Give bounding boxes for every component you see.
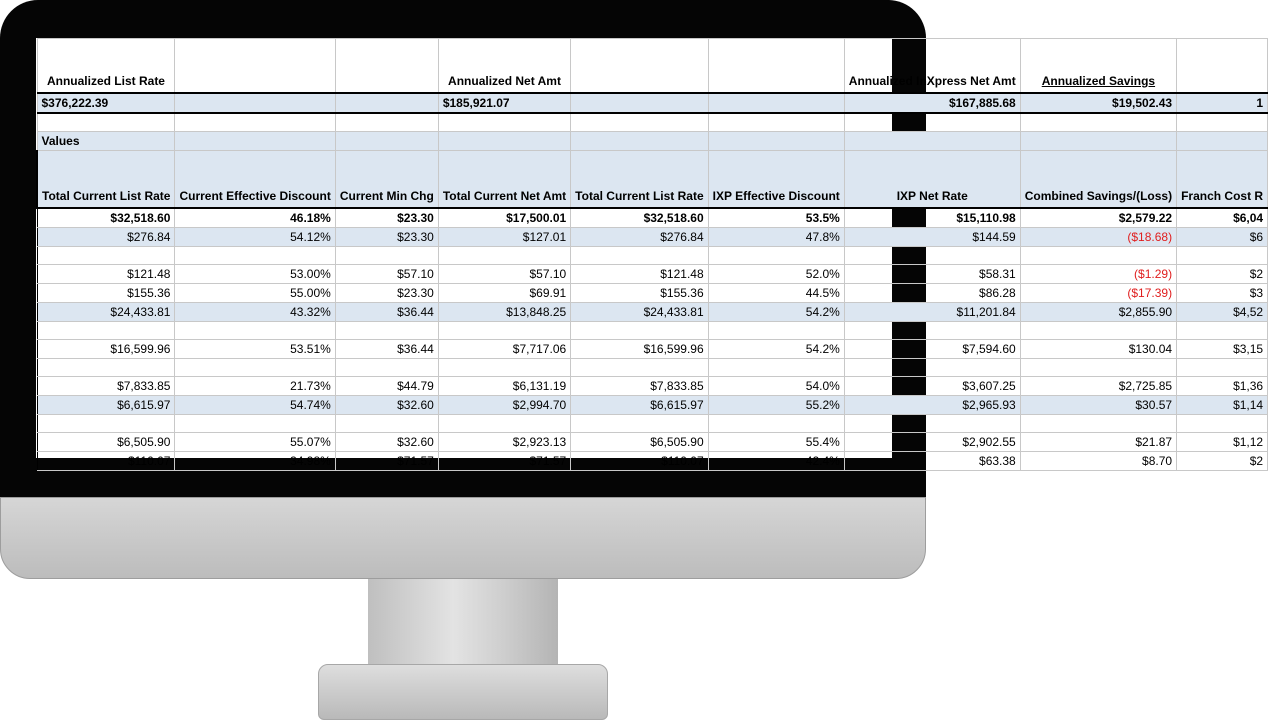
empty-cell[interactable] [708, 132, 844, 151]
table-row [37, 265, 1268, 284]
table-cell[interactable]: $7,717.06 [438, 340, 570, 359]
empty-cell[interactable] [844, 132, 1020, 151]
total-cell[interactable]: $376,222.39 [37, 93, 175, 113]
table-cell[interactable]: $11,201.84 [844, 303, 1020, 322]
table-cell[interactable] [438, 322, 570, 340]
table-cell[interactable] [438, 247, 570, 265]
table-cell[interactable]: $6,131.19 [438, 377, 570, 396]
table-row [37, 396, 1268, 415]
table-cell[interactable]: $121.48 [571, 265, 708, 284]
monitor-screen [36, 38, 1264, 468]
column-header[interactable]: Combined Savings/(Loss) [1020, 151, 1176, 209]
values-label-row [37, 132, 1268, 151]
empty-cell[interactable] [175, 113, 335, 132]
table-cell[interactable]: $23.30 [335, 228, 438, 247]
empty-cell[interactable] [571, 113, 708, 132]
table-cell[interactable]: $32,518.60 [571, 208, 708, 228]
table-cell[interactable]: 34.98% [175, 452, 335, 471]
table-cell[interactable]: $32,518.60 [37, 208, 175, 228]
column-header[interactable]: Current Min Chg [335, 151, 438, 209]
table-cell[interactable]: 52.0% [708, 265, 844, 284]
table-cell[interactable] [1177, 247, 1268, 265]
header-cell[interactable] [1177, 39, 1268, 94]
annualized-header-row [37, 39, 1268, 94]
table-cell[interactable] [708, 415, 844, 433]
table-cell[interactable]: ($1.29) [1020, 265, 1176, 284]
table-cell[interactable]: $32.60 [335, 433, 438, 452]
table-cell[interactable]: $110.07 [571, 452, 708, 471]
table-cell[interactable]: $7,594.60 [844, 340, 1020, 359]
table-cell[interactable]: ($18.68) [1020, 228, 1176, 247]
table-cell[interactable]: $17,500.01 [438, 208, 570, 228]
total-cell[interactable]: $19,502.43 [1020, 93, 1176, 113]
column-header[interactable]: Current Effective Discount [175, 151, 335, 209]
table-cell[interactable]: $4,52 [1177, 303, 1268, 322]
table-row [37, 377, 1268, 396]
table-row [37, 340, 1268, 359]
table-cell[interactable] [37, 322, 175, 340]
table-cell[interactable]: $1,12 [1177, 433, 1268, 452]
table-cell[interactable] [335, 247, 438, 265]
table-row [37, 208, 1268, 228]
table-cell[interactable]: 43.32% [175, 303, 335, 322]
table-cell[interactable] [571, 415, 708, 433]
table-cell[interactable] [1020, 322, 1176, 340]
table-cell[interactable]: $144.59 [844, 228, 1020, 247]
empty-cell[interactable] [175, 132, 335, 151]
table-cell[interactable]: $71.57 [335, 452, 438, 471]
table-cell[interactable]: $16,599.96 [571, 340, 708, 359]
header-cell[interactable] [175, 39, 335, 94]
values-label[interactable]: Values [37, 132, 175, 151]
header-cell-savings[interactable] [1020, 39, 1176, 94]
spacer-row [37, 415, 1268, 433]
table-cell[interactable] [175, 415, 335, 433]
table-cell[interactable]: 55.2% [708, 396, 844, 415]
table-cell[interactable]: $2,923.13 [438, 433, 570, 452]
table-cell[interactable]: 54.2% [708, 340, 844, 359]
total-cell[interactable] [571, 93, 708, 113]
header-cell[interactable]: Annualized Net Amt [438, 39, 570, 94]
total-cell[interactable]: $167,885.68 [844, 93, 1020, 113]
table-cell[interactable]: $3,15 [1177, 340, 1268, 359]
table-cell[interactable]: $1,14 [1177, 396, 1268, 415]
table-cell[interactable] [571, 322, 708, 340]
spacer-row [37, 359, 1268, 377]
table-cell[interactable]: $3 [1177, 284, 1268, 303]
table-cell[interactable]: $36.44 [335, 303, 438, 322]
monitor-stand-neck [368, 579, 558, 667]
table-cell[interactable]: ($17.39) [1020, 284, 1176, 303]
table-cell[interactable]: $110.07 [37, 452, 175, 471]
header-cell[interactable]: Annualized List Rate [37, 39, 175, 94]
table-cell[interactable] [844, 359, 1020, 377]
header-cell[interactable] [335, 39, 438, 94]
header-cell[interactable]: Annualized InXpress Net Amt [844, 39, 1020, 94]
table-row [37, 303, 1268, 322]
table-cell[interactable] [175, 247, 335, 265]
spreadsheet [36, 38, 1268, 471]
table-cell[interactable] [708, 247, 844, 265]
table-row [37, 452, 1268, 471]
header-cell[interactable] [571, 39, 708, 94]
table-cell[interactable]: $86.28 [844, 284, 1020, 303]
table-cell[interactable]: $30.57 [1020, 396, 1176, 415]
table-cell[interactable]: $155.36 [571, 284, 708, 303]
table-cell[interactable]: $58.31 [844, 265, 1020, 284]
column-header[interactable]: IXP Net Rate [844, 151, 1020, 209]
table-cell[interactable]: $71.57 [438, 452, 570, 471]
empty-cell[interactable] [1020, 113, 1176, 132]
empty-cell[interactable] [335, 132, 438, 151]
table-cell[interactable] [844, 415, 1020, 433]
table-cell[interactable]: $2,902.55 [844, 433, 1020, 452]
table-cell[interactable] [37, 415, 175, 433]
table-cell[interactable] [571, 247, 708, 265]
table-cell[interactable]: 54.74% [175, 396, 335, 415]
table-cell[interactable]: $1,36 [1177, 377, 1268, 396]
table-cell[interactable]: 55.00% [175, 284, 335, 303]
table-cell[interactable] [1177, 415, 1268, 433]
column-header[interactable]: Total Current List Rate [571, 151, 708, 209]
table-cell[interactable]: $130.04 [1020, 340, 1176, 359]
table-cell[interactable] [1020, 359, 1176, 377]
table-cell[interactable]: $155.36 [37, 284, 175, 303]
spacer-row [37, 322, 1268, 340]
table-cell[interactable]: 54.0% [708, 377, 844, 396]
table-cell[interactable] [438, 415, 570, 433]
table-cell[interactable]: $69.91 [438, 284, 570, 303]
table-cell[interactable] [571, 359, 708, 377]
table-cell[interactable]: $6,505.90 [571, 433, 708, 452]
table-cell[interactable] [37, 359, 175, 377]
table-cell[interactable]: $2,994.70 [438, 396, 570, 415]
table-cell[interactable]: $276.84 [571, 228, 708, 247]
table-cell[interactable]: $21.87 [1020, 433, 1176, 452]
total-cell[interactable]: 1 [1177, 93, 1268, 113]
table-row [37, 284, 1268, 303]
table-cell[interactable]: $57.10 [335, 265, 438, 284]
table-cell[interactable]: $32.60 [335, 396, 438, 415]
monitor-stand-foot [318, 664, 608, 720]
table-cell[interactable] [335, 322, 438, 340]
table-cell[interactable]: 47.8% [708, 228, 844, 247]
table-cell[interactable]: $7,833.85 [37, 377, 175, 396]
table-cell[interactable]: $23.30 [335, 208, 438, 228]
table-cell[interactable] [1177, 359, 1268, 377]
table-cell[interactable]: $3,607.25 [844, 377, 1020, 396]
table-cell[interactable]: $276.84 [37, 228, 175, 247]
table-cell[interactable]: $36.44 [335, 340, 438, 359]
table-cell[interactable]: $2,855.90 [1020, 303, 1176, 322]
table-cell[interactable]: $7,833.85 [571, 377, 708, 396]
table-cell[interactable]: 53.00% [175, 265, 335, 284]
table-cell[interactable]: 54.2% [708, 303, 844, 322]
empty-cell[interactable] [844, 113, 1020, 132]
spacer-row [37, 113, 1268, 132]
table-cell[interactable]: $2,725.85 [1020, 377, 1176, 396]
table-cell[interactable]: $8.70 [1020, 452, 1176, 471]
table-cell[interactable]: $24,433.81 [37, 303, 175, 322]
table-cell[interactable] [708, 322, 844, 340]
column-header[interactable]: Total Current Net Amt [438, 151, 570, 209]
table-cell[interactable]: $6,615.97 [571, 396, 708, 415]
table-row [37, 228, 1268, 247]
header-cell[interactable] [708, 39, 844, 94]
table-cell[interactable]: $44.79 [335, 377, 438, 396]
total-cell[interactable]: $185,921.07 [438, 93, 570, 113]
table-cell[interactable]: 46.18% [175, 208, 335, 228]
table-cell[interactable]: $13,848.25 [438, 303, 570, 322]
table-cell[interactable]: $57.10 [438, 265, 570, 284]
table-cell[interactable]: $15,110.98 [844, 208, 1020, 228]
table-cell[interactable]: $6 [1177, 228, 1268, 247]
table-cell[interactable] [37, 247, 175, 265]
empty-cell[interactable] [1020, 132, 1176, 151]
table-cell[interactable] [1020, 415, 1176, 433]
table-cell[interactable]: $6,615.97 [37, 396, 175, 415]
table-cell[interactable]: $2 [1177, 452, 1268, 471]
table-cell[interactable]: $6,04 [1177, 208, 1268, 228]
table-cell[interactable]: 21.73% [175, 377, 335, 396]
monitor-chin [0, 497, 926, 579]
table-cell[interactable]: 55.07% [175, 433, 335, 452]
total-cell[interactable] [335, 93, 438, 113]
table-cell[interactable] [175, 322, 335, 340]
total-cell[interactable] [175, 93, 335, 113]
empty-cell[interactable] [1177, 113, 1268, 132]
table-cell[interactable]: $2,579.22 [1020, 208, 1176, 228]
table-cell[interactable]: $2 [1177, 265, 1268, 284]
empty-cell[interactable] [438, 113, 570, 132]
table-cell[interactable] [844, 247, 1020, 265]
column-header-row [37, 151, 1268, 209]
table-cell[interactable]: 55.4% [708, 433, 844, 452]
table-cell[interactable]: $24,433.81 [571, 303, 708, 322]
spacer-row [37, 247, 1268, 265]
column-header[interactable]: IXP Effective Discount [708, 151, 844, 209]
column-header[interactable]: Franch Cost R [1177, 151, 1268, 209]
empty-cell[interactable] [1177, 132, 1268, 151]
table-cell[interactable]: 53.51% [175, 340, 335, 359]
table-cell[interactable]: 54.12% [175, 228, 335, 247]
table-cell[interactable]: 44.5% [708, 284, 844, 303]
table-cell[interactable]: 53.5% [708, 208, 844, 228]
table-cell[interactable]: $63.38 [844, 452, 1020, 471]
savings-header-text: Annualized Savings [1041, 74, 1156, 88]
table-cell[interactable]: $6,505.90 [37, 433, 175, 452]
table-cell[interactable] [844, 322, 1020, 340]
table-cell[interactable]: $2,965.93 [844, 396, 1020, 415]
empty-cell[interactable] [335, 113, 438, 132]
table-cell[interactable] [335, 359, 438, 377]
empty-cell[interactable] [438, 132, 570, 151]
table-cell[interactable] [438, 359, 570, 377]
table-row [37, 433, 1268, 452]
totals-row [37, 93, 1268, 113]
table-cell[interactable] [175, 359, 335, 377]
table-cell[interactable]: $23.30 [335, 284, 438, 303]
total-cell[interactable] [708, 93, 844, 113]
empty-cell[interactable] [708, 113, 844, 132]
table-cell[interactable]: $16,599.96 [37, 340, 175, 359]
table-cell[interactable]: $121.48 [37, 265, 175, 284]
table-cell[interactable] [1177, 322, 1268, 340]
pivot-table [36, 38, 1268, 471]
table-cell[interactable]: $127.01 [438, 228, 570, 247]
table-cell[interactable]: 42.4% [708, 452, 844, 471]
empty-cell[interactable] [37, 113, 175, 132]
table-cell[interactable] [335, 415, 438, 433]
table-cell[interactable] [1020, 247, 1176, 265]
column-header[interactable]: Total Current List Rate [37, 151, 175, 209]
empty-cell[interactable] [571, 132, 708, 151]
table-cell[interactable] [708, 359, 844, 377]
